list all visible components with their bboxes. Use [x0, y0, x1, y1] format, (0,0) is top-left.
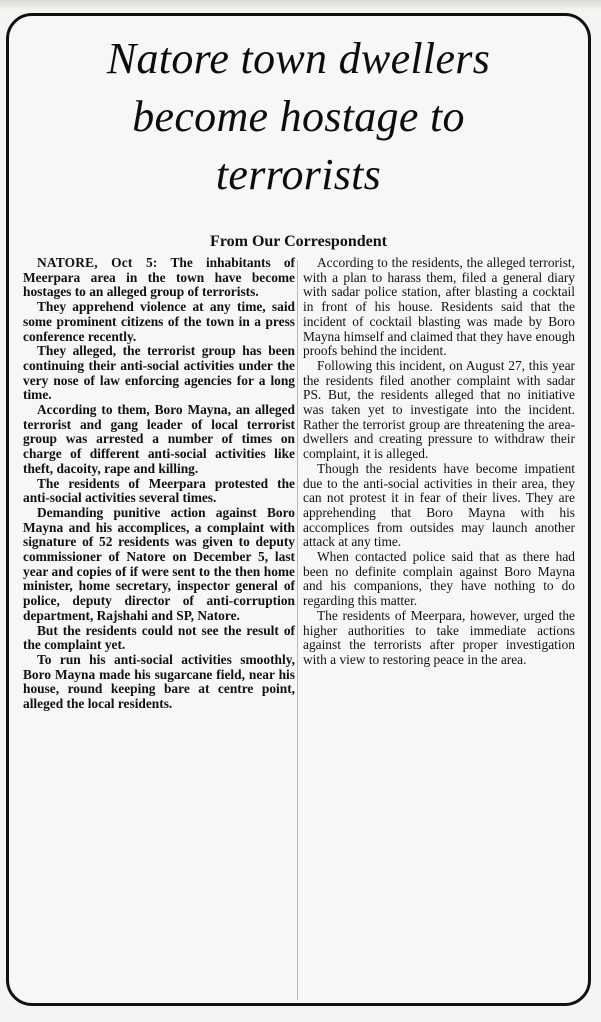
- paragraph: Demanding punitive action against Boro Mayna and his accomplices, a complaint with signature of 52 residents was given to deputy commissioner of Natore on December 5, last year and copies of if were sent to the then home minister, home secretary, inspector general of police, deputy director of anti-corruption department, Rajshahi and SP, Natore.: [23, 504, 295, 623]
- byline: From Our Correspondent: [210, 233, 387, 250]
- paragraph: [23, 256, 295, 300]
- paragraph: To run his anti-social activities smoothly, Boro Mayna made his sugarcane field, near his house, round keeping bare at centre point, alleged the local residents.: [23, 651, 295, 712]
- paragraph: They apprehend violence at any time, said some prominent citizens of the town in a press conference recently.: [23, 299, 295, 344]
- paragraph: Following this incident, on August 27, this year the residents filed another complaint with sadar PS. But, the residents alleged that no initiative was taken yet to investigate into the incident. Rather the terrorist group are threatening the area-dwellers and creating pressure to withdraw their complaint, it is alleged.: [303, 357, 575, 462]
- column-divider: [297, 260, 298, 1000]
- headline-line-2: become hostage to: [132, 92, 465, 141]
- dateline: NATORE, Oct 5:: [37, 255, 158, 270]
- paragraph: The residents of Meerpara, however, urged the higher authorities to take immediate actions against the terrorists after proper investigation with a view to restoring peace in the area.: [303, 607, 575, 667]
- paragraph: According to them, Boro Mayna, an alleged terrorist and gang leader of local terrorist group was arrested a number of times on charge of different anti-social activities like theft, dacoity, rape and killing.: [23, 402, 295, 476]
- paragraph: When contacted police said that as there had been no definite complain against Boro Mayna and his companions, they have nothing to do regarding this matter.: [303, 549, 575, 609]
- paragraph: They alleged, the terrorist group has been continuing their anti-social activities under the very nose of law enforcing agencies for a long time.: [23, 343, 295, 403]
- clipping-top-edge: [0, 0, 601, 10]
- headline-line-1: Natore town dwellers: [106, 34, 491, 83]
- paragraph: But the residents could not see the result of the complaint yet.: [23, 622, 295, 653]
- paragraph-text: The inhabitants of Meerpara area in the town have become hostages to an alleged group of terrorists.: [23, 255, 296, 300]
- news-clipping: [6, 13, 591, 1006]
- right-column: [303, 256, 575, 668]
- left-column: [23, 256, 295, 712]
- paragraph: According to the residents, the alleged terrorist, with a plan to harass them, filed a general diary with sadar police station, after blasting a cocktail in front of his house. Residents said that the incident of cocktail blasting was made by Boro Mayna himself and claimed that they have enough proofs behind the incident.: [303, 255, 575, 359]
- headline-line-3: terrorists: [215, 150, 382, 199]
- headline: [9, 30, 588, 204]
- paragraph: The residents of Meerpara protested the anti-social activities several times.: [23, 475, 295, 506]
- paragraph: Though the residents have become impatient due to the anti-social activities in their area, they can not protest it in fear of their lives. They are apprehending that Boro Mayna with his accomplices from outsides may launch another attack at any time.: [303, 460, 575, 550]
